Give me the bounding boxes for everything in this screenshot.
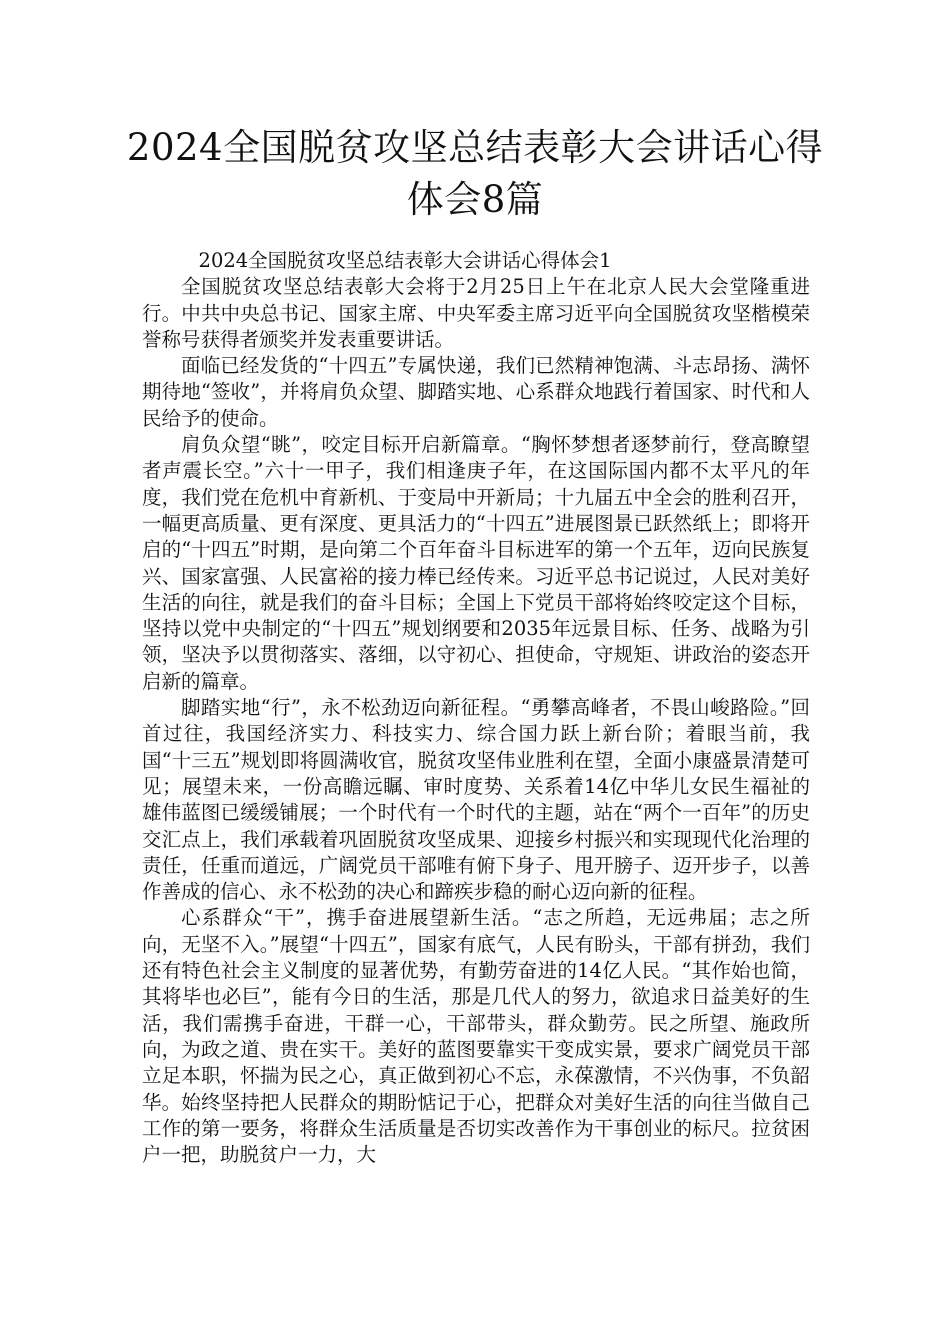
paragraph-1: 全国脱贫攻坚总结表彰大会将于2月25日上午在北京人民大会堂隆重进行。中共中央总书记、国家主席、中央军委主席习近平向全国脱贫攻坚楷模荣誉称号获得者颁奖并发表重要讲话。 bbox=[142, 275, 810, 351]
paragraph-5: 心系群众“干”，携手奋进展望新生活。“志之所趋，无远弗届；志之所向，无坚不入。”展望“十四五”，国家有底气，人民有盼头，干部有拼劲，我们还有特色社会主义制度的显著优势，有勤劳奋进的14亿人民。“其作始也简，其将毕也必巨”，能有今日的生活，那是几代人的努力，欲追求日益美好的生活，我们需携手奋进，干群一心，干部带头，群众勤劳。民之所望、施政所向，为政之道、贵在实干。美好的蓝图要靠实干变成实景，要求广阔党员干部立足本职，怀揣为民之心，真正做到初心不忘，永葆激情，不兴伪事，不负韶华。始终坚持把人民群众的期盼惦记于心，把群众对美好生活的向往当做自己工作的第一要务，将群众生活质量是否切实改善作为干事创业的标尺。拉贫困户一把，助脱贫户一力，大 bbox=[142, 906, 810, 1167]
paragraph-2: 面临已经发货的“十四五”专属快递，我们已然精神饱满、斗志昂扬、满怀期待地“签收”，并将肩负众望、脚踏实地、心系群众地践行着国家、时代和人民给予的使命。 bbox=[142, 354, 810, 430]
title-line-1: 2024全国脱贫攻坚总结表彰大会讲话心得 bbox=[126, 126, 824, 169]
document-title bbox=[100, 122, 850, 226]
title-line-2: 体会8篇 bbox=[406, 178, 544, 221]
paragraph-4: 脚踏实地“行”，永不松劲迈向新征程。“勇攀高峰者，不畏山峻路险。”回首过往，我国经济实力、科技实力、综合国力跃上新台阶；着眼当前，我国“十三五”规划即将圆满收官，脱贫攻坚伟业胜利在望，全面小康盛景清楚可见；展望未来，一份高瞻远瞩、审时度势、关系着14亿中华儿女民生福祉的雄伟蓝图已缓缓铺展；一个时代有一个时代的主题，站在“两个一百年”的历史交汇点上，我们承载着巩固脱贫攻坚成果、迎接乡村振兴和实现现代化治理的责任，任重而道远，广阔党员干部唯有俯下身子、甩开膀子、迈开步子，以善作善成的信心、永不松劲的决心和蹄疾步稳的耐心迈向新的征程。 bbox=[142, 696, 810, 904]
document-body bbox=[142, 248, 810, 1168]
section-title: 2024全国脱贫攻坚总结表彰大会讲话心得体会1 bbox=[198, 249, 612, 272]
paragraph-3: 肩负众望“眺”，咬定目标开启新篇章。“胸怀梦想者逐梦前行，登高瞭望者声震长空。”六十一甲子，我们相逢庚子年，在这国际国内都不太平凡的年度，我们党在危机中育新机、于变局中开新局；十九届五中全会的胜利召开，一幅更高质量、更有深度、更具活力的“十四五”进展图景已跃然纸上；即将开启的“十四五”时期，是向第二个百年奋斗目标进军的第一个五年，迈向民族复兴、国家富强、人民富裕的接力棒已经传来。习近平总书记说过，人民对美好生活的向往，就是我们的奋斗目标；全国上下党员干部将始终咬定这个目标，坚持以党中央制定的“十四五”规划纲要和2035年远景目标、任务、战略为引领，坚决予以贯彻落实、落细，以守初心、担使命，守规矩、讲政治的姿态开启新的篇章。 bbox=[142, 433, 810, 693]
